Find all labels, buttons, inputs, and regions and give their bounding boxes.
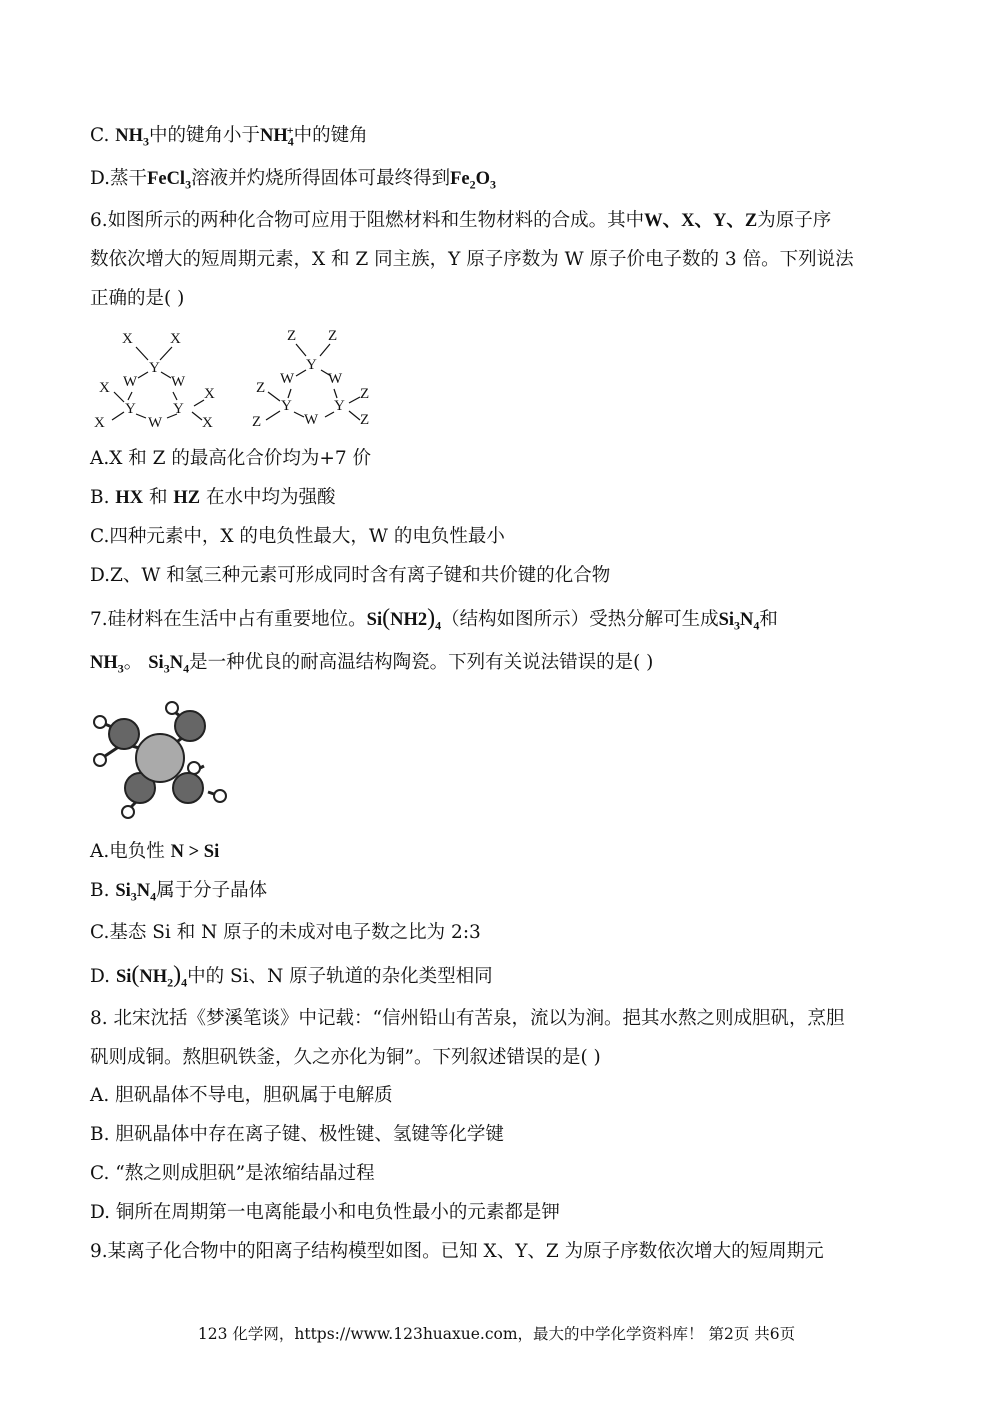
q6-stem-line3: 正确的是( ) <box>90 288 185 309</box>
q7-stem-line1: 7.硅材料在生活中占有重要地位。$Si(NH2)_4$（结构如图所示）受热分解可生成$Si_3N_4$和 <box>90 605 778 633</box>
q6-option-c: C.四种元素中，X 的电负性最大，W 的电负性最小 <box>90 526 505 547</box>
atom-y: Y <box>173 401 184 417</box>
q6-structure-diagram <box>88 322 388 434</box>
q6-option-a: A.X 和 Z 的最高化合价均为+7 价 <box>90 448 372 469</box>
q6-stem-line2: 数依次增大的短周期元素，X 和 Z 同主族，Y 原子序数为 W 原子价电子数的 3 倍。下列说法 <box>90 249 854 270</box>
page-footer: 123 化学网，https://www.123huaxue.com，最大的中学化学资料库！ 第2页 共6页 <box>197 1325 796 1343</box>
atom-z: Z <box>256 380 266 396</box>
formula-nh4-plus: $NH_4^+$ <box>260 122 294 149</box>
q8-option-b: B. 胆矾晶体中存在离子键、极性键、氢键等化学键 <box>90 1124 504 1145</box>
atom-z: Z <box>360 386 370 402</box>
formula-nh3: $NH_3$ <box>90 653 124 676</box>
atom-y: Y <box>306 357 317 373</box>
atom-w: W <box>171 374 186 390</box>
atom-x: X <box>94 415 105 431</box>
atom-y: Y <box>281 398 292 414</box>
atom-w: W <box>304 412 319 428</box>
atom-x: X <box>202 415 213 431</box>
atom-w: W <box>328 371 343 387</box>
formula-nh3: $NH_3$ <box>115 126 150 149</box>
atom-x: X <box>99 380 110 396</box>
atom-z: Z <box>287 328 297 344</box>
atom-x: X <box>204 386 215 402</box>
atom-w: W <box>280 371 295 387</box>
q9-stem-line1: 9.某离子化合物中的阳离子结构模型如图。已知 X、Y、Z 为原子序数依次增大的短周期元 <box>90 1241 824 1262</box>
formula-si3n4: $Si_3N_4$ <box>115 881 157 904</box>
q6-stem-line1: 6.如图所示的两种化合物可应用于阻燃材料和生物材料的合成。其中W、X、Y、Z为原子序 <box>90 210 832 231</box>
formula-fecl3: FeCl$_3$ <box>147 169 192 192</box>
q7-option-d: D. $Si(NH_2)_4$中的 Si、N 原子轨道的杂化类型相同 <box>90 962 493 990</box>
formula-fe2o3: $Fe_2O_3$ <box>450 169 496 192</box>
atom-x: X <box>170 331 181 347</box>
q6-option-b: B. HX 和 HZ 在水中均为强酸 <box>90 487 336 508</box>
q5-option-d: D.蒸干FeCl$_3$溶液并灼烧所得固体可最终得到$Fe_2O_3$ <box>90 168 496 192</box>
q8-option-c: C. “熬之则成胆矾”是浓缩结晶过程 <box>90 1163 375 1184</box>
q6-option-d: D.Z、W 和氢三种元素可形成同时含有离子键和共价键的化合物 <box>90 565 611 586</box>
atom-z: Z <box>252 414 262 430</box>
q5-option-c: C. $NH_3$中的键角小于$NH_4^+$中的键角 <box>90 122 368 149</box>
atom-z: Z <box>360 412 370 428</box>
formula-si-nh2-4: $Si(NH_2)_4$ <box>115 962 188 990</box>
q7-stem-line2: $NH_3$。 $Si_3N_4$是一种优良的耐高温结构陶瓷。下列有关说法错误的是( ) <box>90 652 654 676</box>
formula-si-nh2-4: $Si(NH2)_4$ <box>366 605 442 633</box>
formula-si3n4: $Si_3N_4$ <box>148 653 190 676</box>
atom-y: Y <box>149 360 160 376</box>
atom-y: Y <box>334 398 345 414</box>
atom-x: X <box>122 331 133 347</box>
atom-w: W <box>123 374 138 390</box>
q7-option-b: B. $Si_3N_4$属于分子晶体 <box>90 880 268 904</box>
q7-option-a: A.电负性 N > Si <box>90 841 220 862</box>
atom-w: W <box>148 415 163 431</box>
atom-z: Z <box>328 328 338 344</box>
formula-si3n4: $Si_3N_4$ <box>718 610 760 633</box>
q8-option-d: D. 铜所在周期第一电离能最小和电负性最小的元素都是钾 <box>90 1202 560 1223</box>
atom-y: Y <box>125 401 136 417</box>
q7-option-c: C.基态 Si 和 N 原子的未成对电子数之比为 2:3 <box>90 922 481 943</box>
q7-ball-stick-model <box>88 688 230 824</box>
q8-option-a: A. 胆矾晶体不导电，胆矾属于电解质 <box>90 1085 393 1106</box>
q8-stem-line2: 矾则成铜。熬胆矾铁釜，久之亦化为铜”。下列叙述错误的是( ) <box>90 1047 601 1068</box>
q8-stem-line1: 8. 北宋沈括《梦溪笔谈》中记载：“信州铅山有苦泉，流以为涧。挹其水熬之则成胆矾，烹胆 <box>90 1008 845 1029</box>
